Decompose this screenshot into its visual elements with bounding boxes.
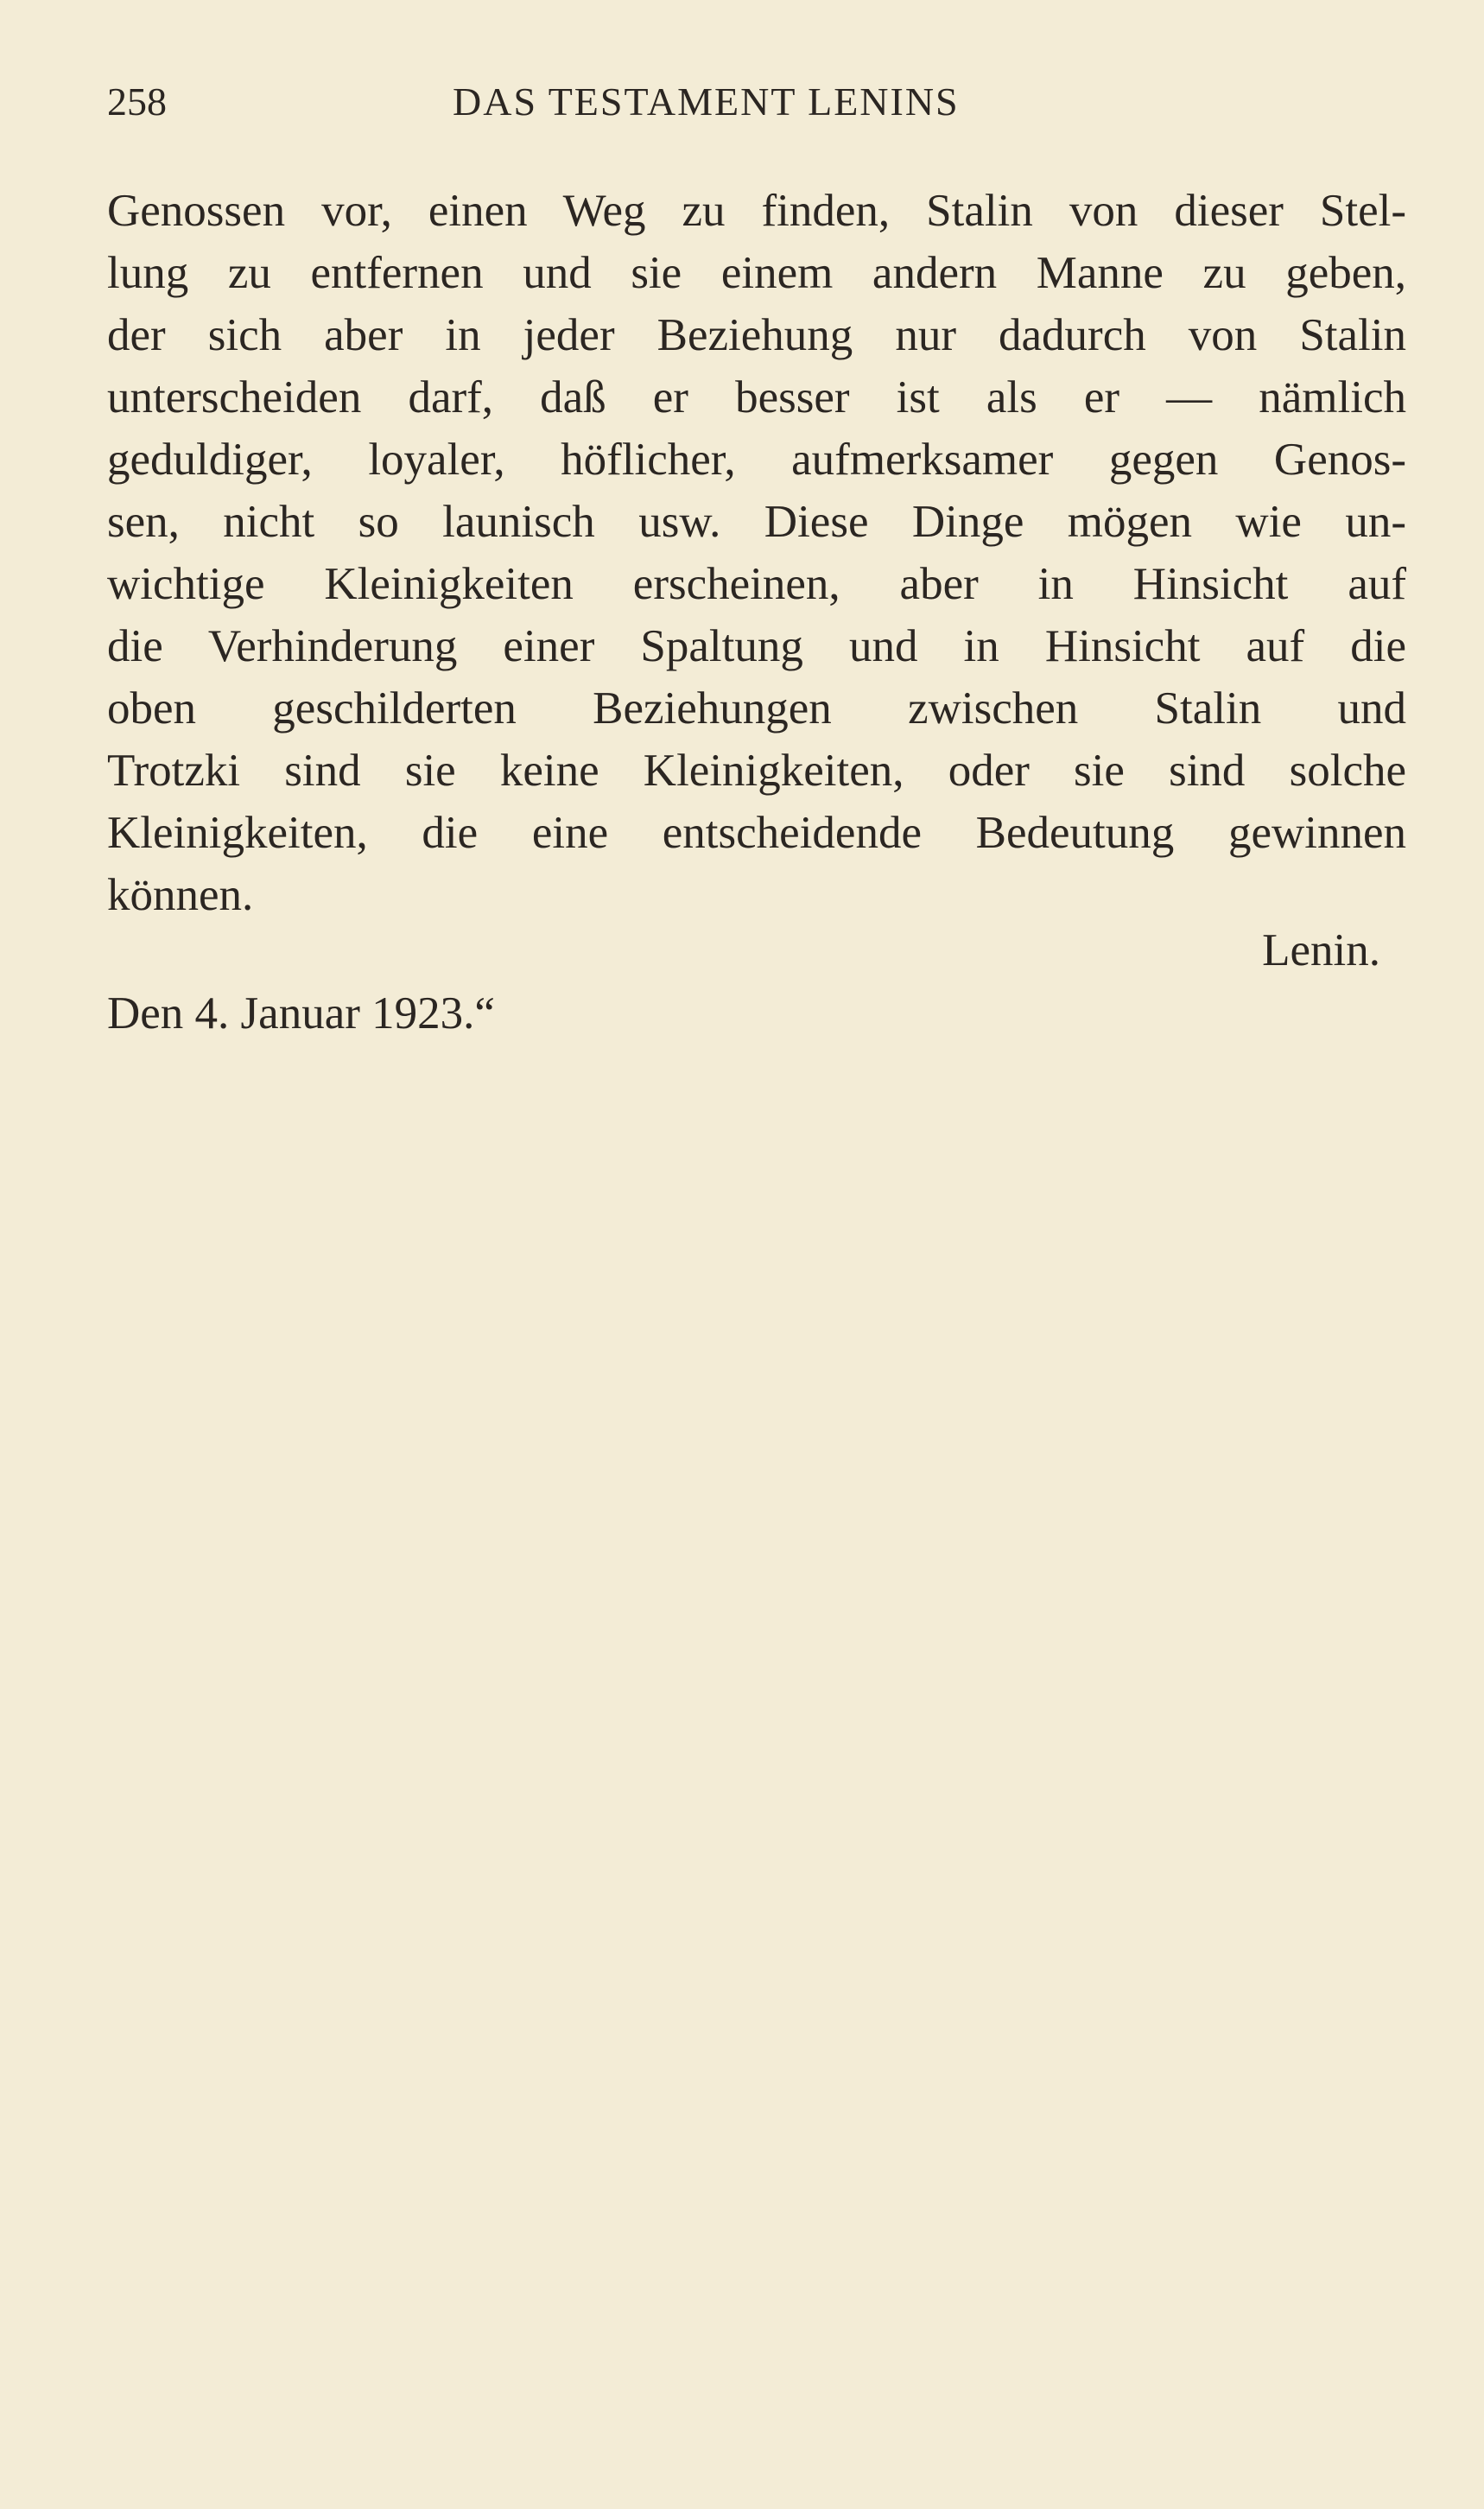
running-head xyxy=(107,76,1075,128)
running-title: DAS TESTAMENT LENINS xyxy=(453,79,960,124)
body-text xyxy=(107,180,1406,926)
text-line: die Verhinderung einer Spaltung und in Hinsicht auf die xyxy=(107,621,1406,671)
text-line: oben geschilderten Beziehungen zwischen Stalin und xyxy=(107,683,1406,734)
text-line: Kleinigkeiten, die eine entscheidende Bedeutung gewinnen xyxy=(107,808,1406,858)
text-line: der sich aber in jeder Beziehung nur dadurch von Stalin xyxy=(107,310,1406,360)
page-number: 258 xyxy=(107,79,167,124)
text-line: unterscheiden darf, daß er besser ist als er — nämlich xyxy=(107,372,1406,422)
text-line: können. xyxy=(107,870,254,920)
text-line: wichtige Kleinigkeiten erscheinen, aber in Hinsicht auf xyxy=(107,559,1406,609)
text-line: Trotzki sind sie keine Kleinigkeiten, oder sie sind solche xyxy=(107,746,1406,796)
text-line: Genossen vor, einen Weg zu finden, Stalin von dieser Stel- xyxy=(107,186,1406,236)
text-line: geduldiger, loyaler, höflicher, aufmerksamer gegen Genos- xyxy=(107,435,1406,485)
date-line: Den 4. Januar 1923.“ xyxy=(107,988,495,1039)
signature: Lenin. xyxy=(1262,925,1380,975)
text-line: lung zu entfernen und sie einem andern Manne zu geben, xyxy=(107,248,1406,298)
text-line: sen, nicht so launisch usw. Diese Dinge mögen wie un- xyxy=(107,497,1406,547)
